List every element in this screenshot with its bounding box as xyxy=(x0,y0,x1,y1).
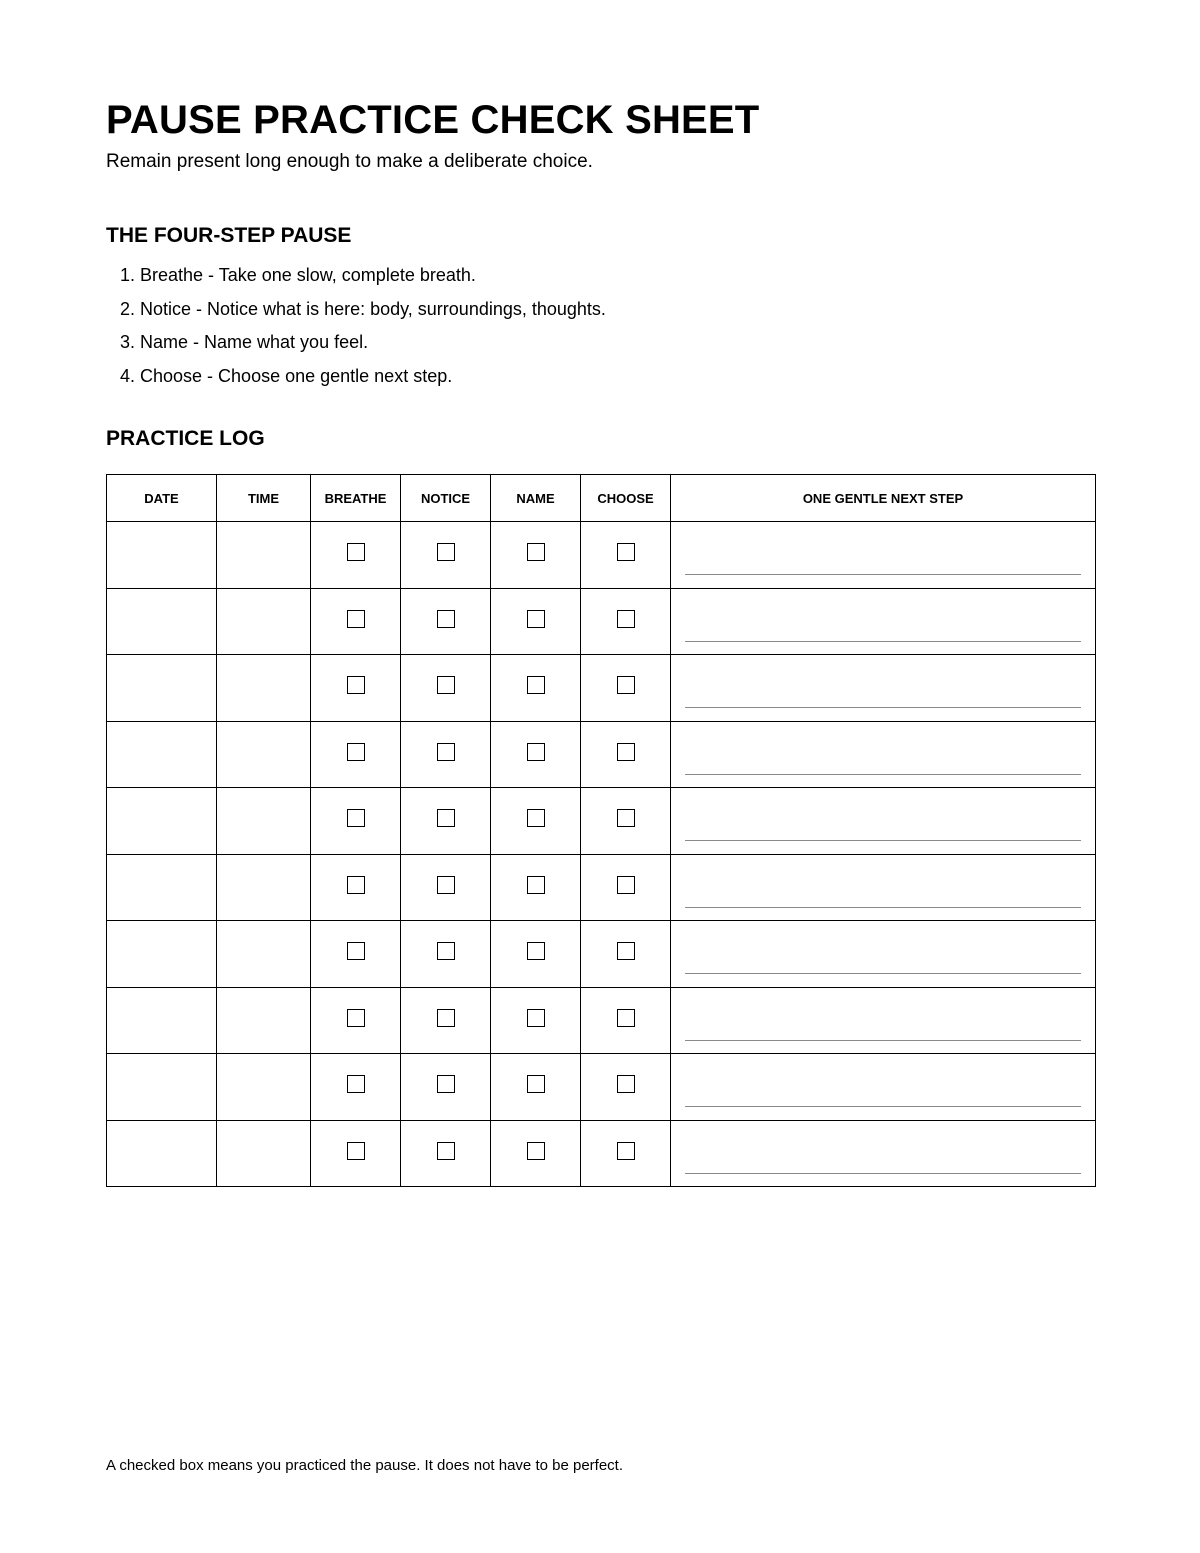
choose-checkbox[interactable] xyxy=(617,1075,635,1093)
notice-cell xyxy=(401,588,491,655)
breathe-cell xyxy=(311,522,401,589)
column-header-date: DATE xyxy=(107,475,217,522)
time-cell[interactable] xyxy=(217,1120,311,1187)
next-step-cell xyxy=(671,987,1096,1054)
notice-checkbox[interactable] xyxy=(437,942,455,960)
choose-cell xyxy=(581,588,671,655)
breathe-cell xyxy=(311,788,401,855)
next-step-line[interactable] xyxy=(685,963,1081,974)
table-row xyxy=(107,721,1096,788)
notice-checkbox[interactable] xyxy=(437,543,455,561)
next-step-cell xyxy=(671,1054,1096,1121)
next-step-line[interactable] xyxy=(685,631,1081,642)
choose-cell xyxy=(581,721,671,788)
time-cell[interactable] xyxy=(217,655,311,722)
next-step-cell xyxy=(671,588,1096,655)
next-step-cell xyxy=(671,788,1096,855)
next-step-cell xyxy=(671,655,1096,722)
name-checkbox[interactable] xyxy=(527,942,545,960)
next-step-line[interactable] xyxy=(685,564,1081,575)
choose-cell xyxy=(581,655,671,722)
notice-cell xyxy=(401,522,491,589)
time-cell[interactable] xyxy=(217,721,311,788)
choose-checkbox[interactable] xyxy=(617,676,635,694)
time-cell[interactable] xyxy=(217,1054,311,1121)
name-cell xyxy=(491,721,581,788)
next-step-cell xyxy=(671,1120,1096,1187)
name-cell xyxy=(491,588,581,655)
notice-cell xyxy=(401,1120,491,1187)
breathe-checkbox[interactable] xyxy=(347,942,365,960)
choose-cell xyxy=(581,921,671,988)
notice-cell xyxy=(401,721,491,788)
notice-checkbox[interactable] xyxy=(437,1009,455,1027)
choose-checkbox[interactable] xyxy=(617,543,635,561)
step-item-notice: 2. Notice - Notice what is here: body, surroundings, thoughts. xyxy=(120,298,606,319)
breathe-checkbox[interactable] xyxy=(347,676,365,694)
table-row xyxy=(107,1120,1096,1187)
choose-cell xyxy=(581,854,671,921)
time-cell[interactable] xyxy=(217,522,311,589)
name-checkbox[interactable] xyxy=(527,1009,545,1027)
next-step-line[interactable] xyxy=(685,1096,1081,1107)
notice-checkbox[interactable] xyxy=(437,1142,455,1160)
breathe-cell xyxy=(311,921,401,988)
notice-checkbox[interactable] xyxy=(437,876,455,894)
table-row xyxy=(107,921,1096,988)
choose-checkbox[interactable] xyxy=(617,809,635,827)
next-step-cell xyxy=(671,721,1096,788)
date-cell[interactable] xyxy=(107,721,217,788)
practice-log-heading: PRACTICE LOG xyxy=(106,427,265,450)
date-cell[interactable] xyxy=(107,1054,217,1121)
date-cell[interactable] xyxy=(107,854,217,921)
column-header-choose: CHOOSE xyxy=(581,475,671,522)
date-cell[interactable] xyxy=(107,522,217,589)
breathe-checkbox[interactable] xyxy=(347,543,365,561)
next-step-cell xyxy=(671,522,1096,589)
notice-cell xyxy=(401,655,491,722)
date-cell[interactable] xyxy=(107,788,217,855)
name-checkbox[interactable] xyxy=(527,676,545,694)
time-cell[interactable] xyxy=(217,588,311,655)
name-checkbox[interactable] xyxy=(527,543,545,561)
breathe-checkbox[interactable] xyxy=(347,1142,365,1160)
breathe-cell xyxy=(311,987,401,1054)
step-item-name: 3. Name - Name what you feel. xyxy=(120,332,369,352)
choose-cell xyxy=(581,987,671,1054)
column-header-breathe: BREATHE xyxy=(311,475,401,522)
time-cell[interactable] xyxy=(217,987,311,1054)
name-checkbox[interactable] xyxy=(527,876,545,894)
time-cell[interactable] xyxy=(217,854,311,921)
table-row xyxy=(107,1054,1096,1121)
page-subtitle: Remain present long enough to make a deliberate choice. xyxy=(106,151,593,172)
date-cell[interactable] xyxy=(107,921,217,988)
table-row xyxy=(107,788,1096,855)
name-cell xyxy=(491,1054,581,1121)
name-checkbox[interactable] xyxy=(527,809,545,827)
breathe-cell xyxy=(311,588,401,655)
choose-checkbox[interactable] xyxy=(617,942,635,960)
table-row xyxy=(107,655,1096,722)
table-row xyxy=(107,522,1096,589)
time-cell[interactable] xyxy=(217,788,311,855)
next-step-line[interactable] xyxy=(685,897,1081,908)
next-step-line[interactable] xyxy=(685,764,1081,775)
time-cell[interactable] xyxy=(217,921,311,988)
breathe-checkbox[interactable] xyxy=(347,1009,365,1027)
notice-cell xyxy=(401,987,491,1054)
name-cell xyxy=(491,987,581,1054)
breathe-cell xyxy=(311,721,401,788)
notice-cell xyxy=(401,921,491,988)
breathe-checkbox[interactable] xyxy=(347,876,365,894)
date-cell[interactable] xyxy=(107,588,217,655)
choose-cell xyxy=(581,788,671,855)
column-header-name: NAME xyxy=(491,475,581,522)
choose-cell xyxy=(581,1054,671,1121)
breathe-cell xyxy=(311,655,401,722)
steps-heading: THE FOUR-STEP PAUSE xyxy=(106,224,352,247)
notice-checkbox[interactable] xyxy=(437,1075,455,1093)
choose-cell xyxy=(581,522,671,589)
choose-checkbox[interactable] xyxy=(617,743,635,761)
notice-checkbox[interactable] xyxy=(437,743,455,761)
steps-list xyxy=(120,263,606,397)
choose-checkbox[interactable] xyxy=(617,1009,635,1027)
footer-note: A checked box means you practiced the pause. It does not have to be perfect. xyxy=(106,1457,623,1474)
notice-checkbox[interactable] xyxy=(437,610,455,628)
next-step-cell xyxy=(671,854,1096,921)
choose-cell xyxy=(581,1120,671,1187)
date-cell[interactable] xyxy=(107,1120,217,1187)
name-cell xyxy=(491,854,581,921)
name-checkbox[interactable] xyxy=(527,743,545,761)
choose-checkbox[interactable] xyxy=(617,610,635,628)
name-cell xyxy=(491,522,581,589)
next-step-line[interactable] xyxy=(685,1163,1081,1174)
practice-log-table xyxy=(106,474,1096,1187)
notice-cell xyxy=(401,1054,491,1121)
date-cell[interactable] xyxy=(107,987,217,1054)
choose-checkbox[interactable] xyxy=(617,876,635,894)
step-item-choose: 4. Choose - Choose one gentle next step. xyxy=(120,365,453,386)
date-cell[interactable] xyxy=(107,655,217,722)
name-cell xyxy=(491,788,581,855)
table-header-row xyxy=(107,475,1096,522)
breathe-cell xyxy=(311,854,401,921)
next-step-line[interactable] xyxy=(685,697,1081,708)
page-title: PAUSE PRACTICE CHECK SHEET xyxy=(106,98,760,142)
next-step-cell xyxy=(671,921,1096,988)
practice-log-body xyxy=(107,522,1096,1187)
choose-checkbox[interactable] xyxy=(617,1142,635,1160)
name-checkbox[interactable] xyxy=(527,610,545,628)
breathe-checkbox[interactable] xyxy=(347,743,365,761)
next-step-line[interactable] xyxy=(685,830,1081,841)
table-row xyxy=(107,987,1096,1054)
notice-cell xyxy=(401,854,491,921)
column-header-notice: NOTICE xyxy=(401,475,491,522)
step-item-breathe: 1. Breathe - Take one slow, complete breath. xyxy=(120,265,476,285)
table-row xyxy=(107,588,1096,655)
table-row xyxy=(107,854,1096,921)
name-cell xyxy=(491,655,581,722)
notice-cell xyxy=(401,788,491,855)
name-cell xyxy=(491,1120,581,1187)
breathe-cell xyxy=(311,1120,401,1187)
column-header-next-step: ONE GENTLE NEXT STEP xyxy=(671,475,1096,522)
column-header-time: TIME xyxy=(217,475,311,522)
name-checkbox[interactable] xyxy=(527,1075,545,1093)
notice-checkbox[interactable] xyxy=(437,809,455,827)
breathe-checkbox[interactable] xyxy=(347,1075,365,1093)
breathe-checkbox[interactable] xyxy=(347,610,365,628)
next-step-line[interactable] xyxy=(685,1030,1081,1041)
notice-checkbox[interactable] xyxy=(437,676,455,694)
name-cell xyxy=(491,921,581,988)
name-checkbox[interactable] xyxy=(527,1142,545,1160)
breathe-checkbox[interactable] xyxy=(347,809,365,827)
breathe-cell xyxy=(311,1054,401,1121)
